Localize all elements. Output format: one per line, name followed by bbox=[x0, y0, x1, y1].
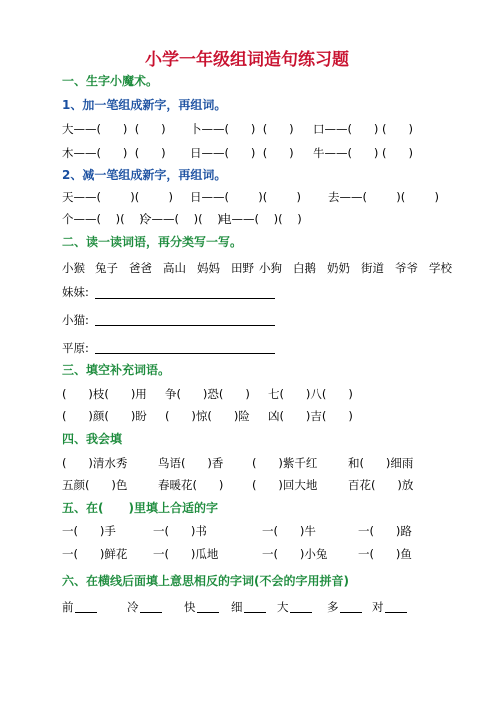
page-title: 小学一年级组词造句练习题 bbox=[145, 50, 349, 70]
fill-item: 五颜( )色 bbox=[62, 478, 128, 492]
fill-item: 和( )细雨 bbox=[348, 456, 414, 470]
fill-item: ( )清水秀 bbox=[62, 456, 128, 470]
section-6-heading: 六、在横线后面填上意思相反的字词(不会的字用拼音) bbox=[62, 574, 349, 588]
measure-word-item: 一( )牛 bbox=[262, 524, 316, 538]
answer-line[interactable] bbox=[75, 612, 97, 613]
word-item: 小狗 bbox=[259, 261, 282, 275]
answer-line[interactable] bbox=[385, 612, 407, 613]
section-1-heading: 一、生字小魔术。 bbox=[62, 74, 159, 88]
word-item: 街道 bbox=[361, 261, 384, 275]
measure-word-item: 一( )瓜地 bbox=[153, 547, 219, 561]
answer-line[interactable] bbox=[197, 612, 219, 613]
answer-line[interactable] bbox=[95, 353, 275, 354]
word-item: 爸爸 bbox=[129, 261, 152, 275]
remove-stroke-item: 令——( )( ) bbox=[140, 212, 222, 226]
word-item: 白鹅 bbox=[293, 261, 316, 275]
idiom-item: 七( )八( ) bbox=[268, 387, 353, 401]
add-stroke-item: 牛——( ) ( ) bbox=[313, 146, 413, 160]
antonym-item: 多 bbox=[327, 600, 339, 614]
category-label: 妹妹: bbox=[62, 285, 89, 299]
measure-word-item: 一( )路 bbox=[358, 524, 412, 538]
idiom-item: ( )颜( )盼 bbox=[62, 409, 147, 423]
measure-word-item: 一( )手 bbox=[62, 524, 116, 538]
fill-item: 春暖花( ) bbox=[158, 478, 224, 492]
add-stroke-item: 木——( ) ( ) bbox=[62, 146, 166, 160]
answer-line[interactable] bbox=[140, 612, 162, 613]
fill-item: ( )紫千红 bbox=[252, 456, 318, 470]
answer-line[interactable] bbox=[290, 612, 312, 613]
fill-item: 鸟语( )香 bbox=[158, 456, 224, 470]
add-stroke-item: 大——( ) ( ) bbox=[62, 122, 166, 136]
idiom-item: 凶( )吉( ) bbox=[268, 409, 353, 423]
antonym-item: 对 bbox=[372, 600, 384, 614]
idiom-item: 争( )恐( ) bbox=[165, 387, 250, 401]
antonym-item: 冷 bbox=[127, 600, 139, 614]
antonym-item: 大 bbox=[277, 600, 289, 614]
word-item: 妈妈 bbox=[197, 261, 220, 275]
part-2-heading: 2、减一笔组成新字，再组词。 bbox=[62, 168, 227, 182]
answer-line[interactable] bbox=[95, 325, 275, 326]
word-item: 爷爷 bbox=[395, 261, 418, 275]
antonym-item: 快 bbox=[184, 600, 196, 614]
idiom-item: ( )枝( )用 bbox=[62, 387, 147, 401]
fill-item: 百花( )放 bbox=[348, 478, 414, 492]
section-2-heading: 二、读一读词语，再分类写一写。 bbox=[62, 235, 243, 249]
word-item: 学校 bbox=[429, 261, 452, 275]
measure-word-item: 一( )鱼 bbox=[358, 547, 412, 561]
remove-stroke-item: 电——( )( ) bbox=[220, 212, 302, 226]
add-stroke-item: 卜——( ) ( ) bbox=[190, 122, 294, 136]
word-item: 高山 bbox=[163, 261, 186, 275]
measure-word-item: 一( )鲜花 bbox=[62, 547, 128, 561]
word-item: 小猴 bbox=[62, 261, 85, 275]
remove-stroke-item: 日——( )( ) bbox=[190, 190, 301, 204]
word-item: 奶奶 bbox=[327, 261, 350, 275]
section-4-heading: 四、我会填 bbox=[62, 432, 123, 446]
fill-item: ( )回大地 bbox=[252, 478, 318, 492]
category-label: 平原: bbox=[62, 341, 89, 355]
antonym-item: 细 bbox=[231, 600, 243, 614]
answer-line[interactable] bbox=[244, 612, 266, 613]
measure-word-item: 一( )书 bbox=[153, 524, 207, 538]
section-3-heading: 三、填空补充词语。 bbox=[62, 363, 171, 377]
idiom-item: ( )惊( )险 bbox=[165, 409, 250, 423]
word-item: 田野 bbox=[231, 261, 254, 275]
section-5-heading: 五、在( )里填上合适的字 bbox=[62, 501, 219, 515]
add-stroke-item: 口——( ) ( ) bbox=[313, 122, 413, 136]
remove-stroke-item: 天——( )( ) bbox=[62, 190, 173, 204]
category-label: 小猫: bbox=[62, 313, 89, 327]
remove-stroke-item: 个——( )( ) bbox=[62, 212, 144, 226]
add-stroke-item: 日——( ) ( ) bbox=[190, 146, 294, 160]
part-1-heading: 1、加一笔组成新字，再组词。 bbox=[62, 98, 227, 112]
measure-word-item: 一( )小兔 bbox=[262, 547, 328, 561]
antonym-item: 前 bbox=[62, 600, 74, 614]
remove-stroke-item: 去——( )( ) bbox=[328, 190, 439, 204]
word-item: 兔子 bbox=[95, 261, 118, 275]
answer-line[interactable] bbox=[340, 612, 362, 613]
answer-line[interactable] bbox=[95, 298, 275, 299]
